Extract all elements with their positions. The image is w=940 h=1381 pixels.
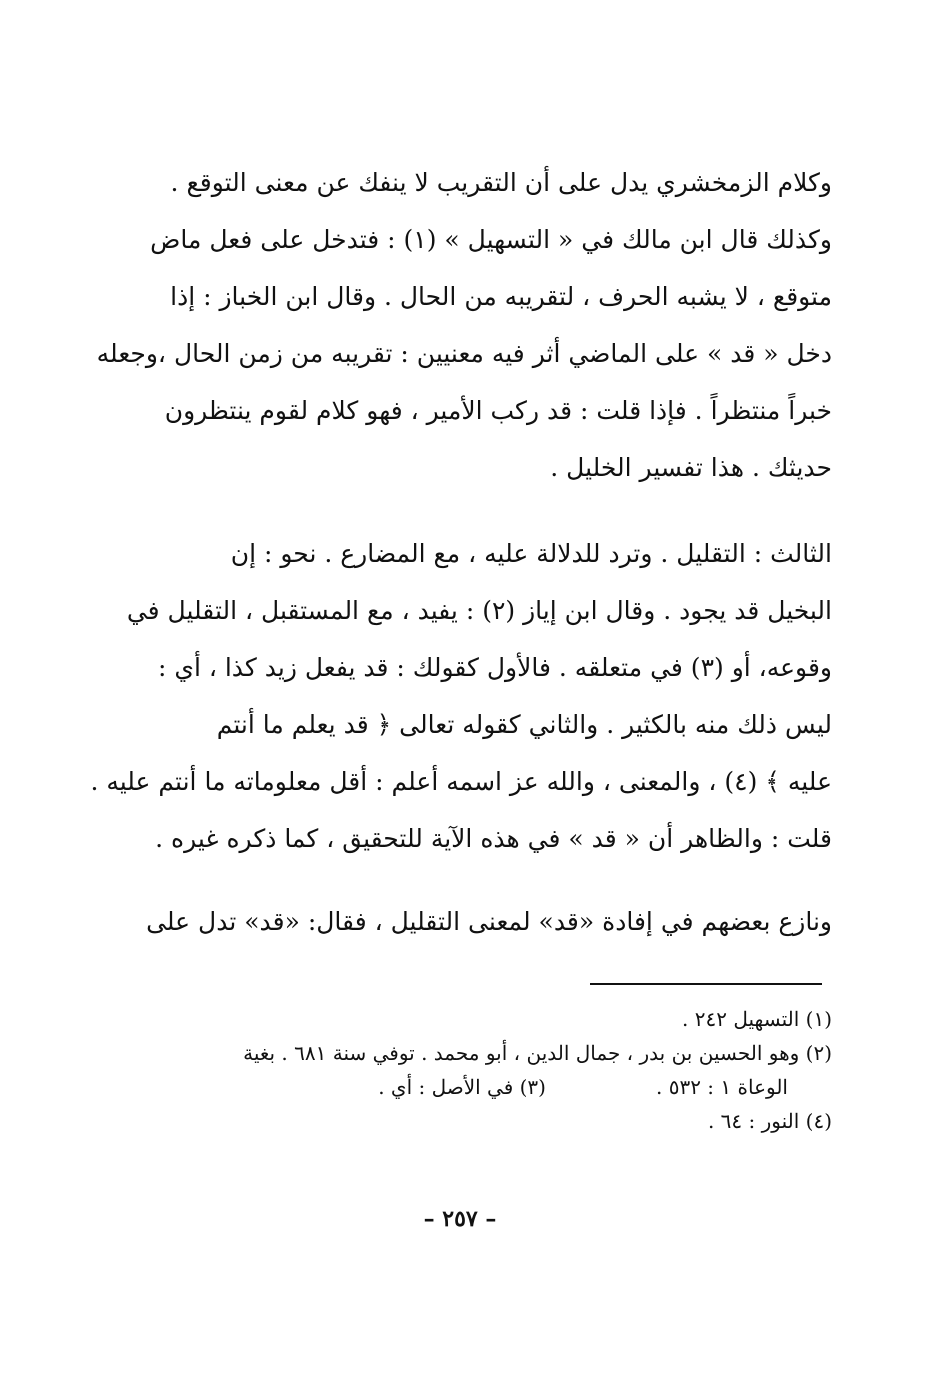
- footnote-3: (٣) في الأصل : أي .: [378, 1075, 546, 1099]
- footnote-2-continuation: [172, 1070, 832, 1104]
- text-line: وكذلك قال ابن مالك في « التسهيل » (١) : فتدخل على فعل ماض: [150, 225, 832, 254]
- text-line: وقوعه، أو (٣) في متعلقه . فالأول كقولك : قد يفعل زيد كذا ، أي :: [158, 653, 832, 682]
- text-line: الثالث : التقليل . وترد للدلالة عليه ، مع المضارع . نحو : إن: [230, 539, 832, 568]
- footnote-2-tail: الوعاة ١ : ٥٣٢ .: [655, 1075, 788, 1099]
- text-line: وكلام الزمخشري يدل على أن التقريب لا ينفك عن معنى التوقع .: [170, 168, 832, 197]
- text-line: متوقع ، لا يشبه الحرف ، لتقريبه من الحال . وقال ابن الخباز : إذا: [170, 282, 832, 311]
- footnotes: [172, 1002, 832, 1138]
- text-line: عليه ﴾ (٤) ، والمعنى ، والله عز اسمه أعلم : أقل معلوماته ما أنتم عليه .: [90, 767, 832, 796]
- paragraph-2: [90, 525, 832, 867]
- text-line: قلت : والظاهر أن « قد » في هذه الآية للتحقيق ، كما ذكره غيره .: [155, 824, 832, 853]
- page-number: – ٢٥٧ –: [423, 1206, 497, 1232]
- footnote-separator: [590, 983, 822, 985]
- footnote-4: (٤) النور : ٦٤ .: [707, 1109, 832, 1133]
- paragraph-1: [96, 154, 832, 496]
- text-line: حديثك . هذا تفسير الخليل .: [550, 453, 832, 482]
- footnote-1: (١) التسهيل ٢٤٢ .: [682, 1007, 832, 1031]
- text-line: البخيل قد يجود . وقال ابن إياز (٢) : يفيد ، مع المستقبل ، التقليل في: [126, 596, 832, 625]
- text-line: دخل « قد » على الماضي أثر فيه معنيين : تقريبه من زمن الحال ،وجعله: [96, 339, 832, 368]
- footnote-2: (٢) وهو الحسين بن بدر ، جمال الدين ، أبو محمد . توفي سنة ٦٨١ . بغية: [243, 1041, 832, 1065]
- paragraph-3: [146, 893, 832, 950]
- text-line: ونازع بعضهم في إفادة «قد» لمعنى التقليل ، فقال: «قد» تدل على: [146, 907, 832, 936]
- text-line: ليس ذلك منه بالكثير . والثاني كقوله تعالى ﴿ قد يعلم ما أنتم: [216, 710, 832, 739]
- text-line: خبراً منتظراً . فإذا قلت : قد ركب الأمير ، فهو كلام لقوم ينتظرون: [164, 396, 832, 425]
